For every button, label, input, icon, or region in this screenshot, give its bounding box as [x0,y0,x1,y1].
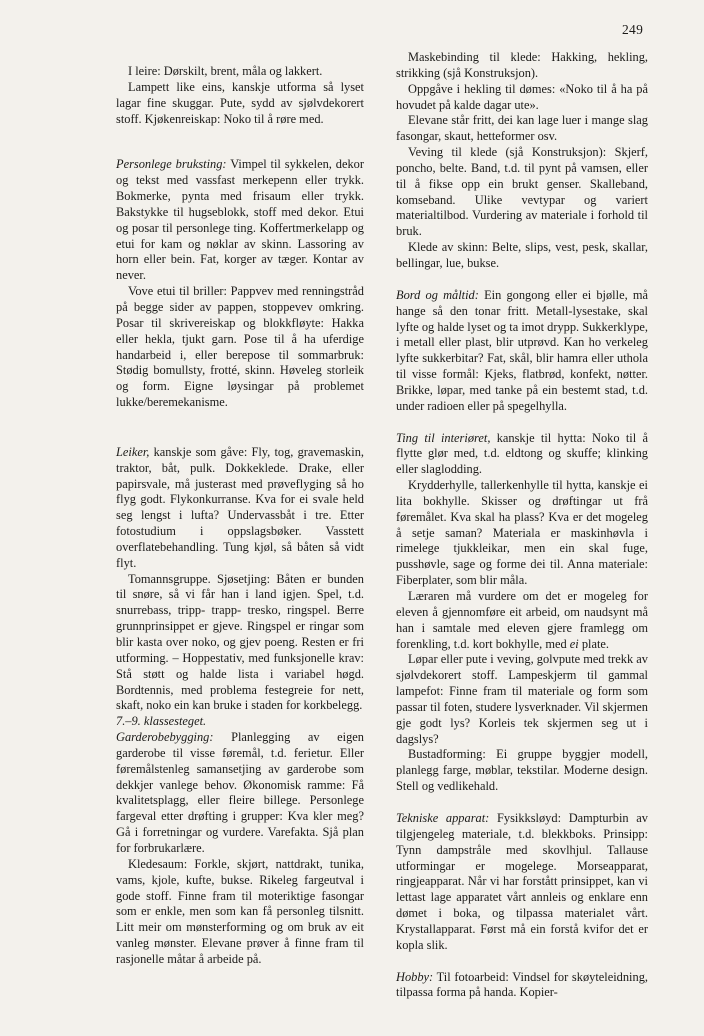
paragraph-ting-interioret [396,431,648,479]
left-column [116,64,364,968]
paragraph-tekniske-apparat [396,811,648,954]
paragraph-leire: I leire: Dørskilt, brent, måla og lakkert. [128,64,323,78]
paragraph-personlege-bruksting [116,157,364,284]
paragraph-laeraren [396,589,648,652]
paragraph-oppgave-hekling: Oppgåve i hekling til dømes: «Noko til å ha på hovudet på kalde dagar ute». [396,81,648,112]
text-laeraren-1: Læraren må vurdere om det er mogeleg for eleven å gjennomføre eit arbeid, om naudsynt må han i samtale med eleven gjere framlegg om forenkling, t.d. kort bokhylle, med [396,589,648,651]
page-number: 249 [622,22,644,37]
paragraph-leiker [116,445,364,572]
paragraph-lampett: Lampett like eins, kanskje utforma så lyset lagar fine skuggar. Pute, sydd av sjølvdekorert stoff. Kjøkenreiskap: Noko til å røre med. [116,79,364,126]
paragraph-klede-skinn: Klede av skinn: Belte, slips, vest, pesk, skallar, bellingar, lue, bukse. [396,240,648,270]
lead-tekniske-apparat: Tekniske apparat: [396,810,490,825]
text-leiker: kanskje som gåve: Fly, tog, gravemaskin, traktor, båt, pulk. Dokkeklede. Drake, eller papirsvale, må justerast med prøveflyging så ho flyg godt. Flykonkurranse. Kva for ei svale held seg lengst i lufta? Undervassbåt i tre. Etter fotostudium i oppslagsbøker. Vasstett overflatebehandling. Tung kjøl, så båten så vidt flyt. [116,444,364,570]
lead-bord-maltid: Bord og måltid: [396,287,479,302]
lead-personlege-bruksting: Personlege bruksting: [116,157,227,172]
lead-ting-interioret: Ting til interiøret, [396,430,491,445]
paragraph-veving: Veving til klede (sjå Konstruksjon): Skjerf, poncho, belte. Band, t.d. til pynt på vamsen, eller til å fikse opp ein brukt genser. Skalleband, komseband. Ulike vevtypar og variert materialtilbod. Vurdering av materiale i forhold til bruk. [396,145,648,239]
paragraph-tomannsgruppe: Tomannsgruppe. Sjøsetjing: Båten er bunden til snøre, så vi får han i land igjen. Spel, t.d. snurrebass, tripp- trapp- tresko, ringspel. Berre grunnprinsippet er gjeve. Ringspel er ringar som blir kasta over noko, og gjev poeng. Resten er fri utforming. – Hoppestativ, med funksjonelle krav: Stå støtt og halde lista i variabel høgd. Bordtennis, med problema festegreie for nett, skaft, noko ein kan bruke i staden for korkbelegg. [116,571,364,713]
section-heading-klassesteget: 7.–9. klassesteget. [116,714,207,729]
paragraph-maskebinding: Maskebinding til klede: Hakking, hekling, strikking (sjå Konstruksjon). [396,50,648,80]
paragraph-garderobebygging [116,730,364,857]
text-hobby: Til fotoarbeid: Vindsel for skøyteleidning, tilpassa forma på handa. Kopier- [396,969,648,1000]
text-personlege-bruksting: Vimpel til sykkelen, dekor og tekst med vassfast merkepenn eller trykk. Bokmerke, pynta med frisaum eller trykk. Bakstykke til hugseblokk, stoff med dekor. Etui og posar til personlege ting. Koffertmerkelapp og etui for kam og nøklar av skinn. Lassoring av horn eller bein. Fat, korger av tæger. Kontar av never. [116,157,364,283]
text-garderobebygging: Planlegging av eigen garderobe til visse føremål, t.d. ferietur. Eller føremålstenleg samansetjing av garderobe som dekkjer vanlege behov. Økonomisk ramme: Få kvalitetsplagg, eller fleire billege. Personlege fargeval etter drøfting i grupper: Kva kler meg? Gå i forretningar og vurdere. Varefakta. Sjå plan for forbrukarlære. [116,730,364,855]
lead-hobby: Hobby: [396,969,434,984]
paragraph-bustadforming: Bustadforming: Ei gruppe byggjer modell, planlegg farge, møblar, tekstilar. Moderne design. Stell og vedlikehald. [396,747,648,794]
text-ting-interioret: kanskje til hytta: Noko til å flytte glør med, t.d. eldtong og skuffe; klinking eller slaglodding. [396,430,648,477]
paragraph-krydderhylle: Krydderhylle, tallerkenhylle til hytta, kanskje ei lita bokhylle. Skisser og drøftingar ut frå føremålet. Kva skal ha plass? Kva er det mogeleg å setje saman? Materiala er maskinhøvla i rimelege tjukkleikar, men ein skal fuge, pusshøvle, sage og forme dei til. Anna materiale: Fiberplater, som blir måla. [396,478,648,588]
paragraph-elevane: Elevane står fritt, dei kan lage luer i mange slag fasongar, skaut, hetteformer osv. [396,113,648,144]
lead-garderobebygging: Garderobebygging: [116,730,214,745]
text-bord-maltid: Ein gongong eller ei bjølle, må hange så den tonar fritt. Metall-lysestake, skal lyfte og halde lyset og ta imot drypp. Sukkerklype, i metall eller plast, blir utprøvd. Kan ho verkeleg lyfte sukkerbitar? Fat, skål, blir hamra eller uthola til visse formål: Kjeks, flatbrød, konfekt, nøtter. Brikke, løpar, med tanke på ein bestemt stad, t.d. under radioen eller på spegelhylla. [396,287,648,413]
paragraph-lopar: Løpar eller pute i veving, golvpute med trekk av sjølvdekorert stoff. Lampeskjerm til gammal lampefot: Finne fram til materiale og form som passar til foten, studere lysverknader. Vil skjermen gje godt lys? Korleis tek skjermen seg ut i dagslys? [396,652,648,746]
paragraph-kledesaum: Kledesaum: Forkle, skjørt, nattdrakt, tunika, vams, kjole, kufte, bukse. Rikeleg fargeutval i gode stoff. Finne fram til moteriktige fasongar som er enkle, men som kan få personleg tilsnitt. Litt meir om mønsterforming og om bruk av eit vanleg mønster. Elevane prøver å finne fram til rasjonelle måtar å arbeide på. [116,856,364,966]
paragraph-bord-maltid [396,288,648,415]
paragraph-vove-etui: Vove etui til briller: Pappvev med renningstråd på begge sider av pappen, stoppevev omkring. Posar til skrivereiskap og blokkfløyte: Hakka eller hekla, tjukt garn. Pose til å ha uferdige handarbeid i, eller berepose til sommarbruk: Stødig bomullsty, frotté, skinn. Høveleg storleik og form. Eigne løysingar på problemet lukke/beremekanisme. [116,284,364,410]
lead-leiker: Leiker, [116,444,150,459]
paragraph-hobby [396,970,648,1002]
text-laeraren-2: plate. [578,636,610,651]
right-column [396,50,648,1001]
text-tekniske-apparat: Fysikksløyd: Dampturbin av tilgjengeleg materiale, t.d. blekkboks. Prinsipp: Tynn dampstråle med skovlhjul. Tallause utformingar er mogelege. Morseapparat, ringjeapparat. Når vi har forstått prinsippet, kan vi lettast lage apparatet vårt annleis og enklare enn dømet i boka, og tilpassa materialet vårt. Krystallapparat. Først må ein forstå kvifor det er kopla slik. [396,810,648,952]
text-laeraren-em: ei [569,636,579,651]
